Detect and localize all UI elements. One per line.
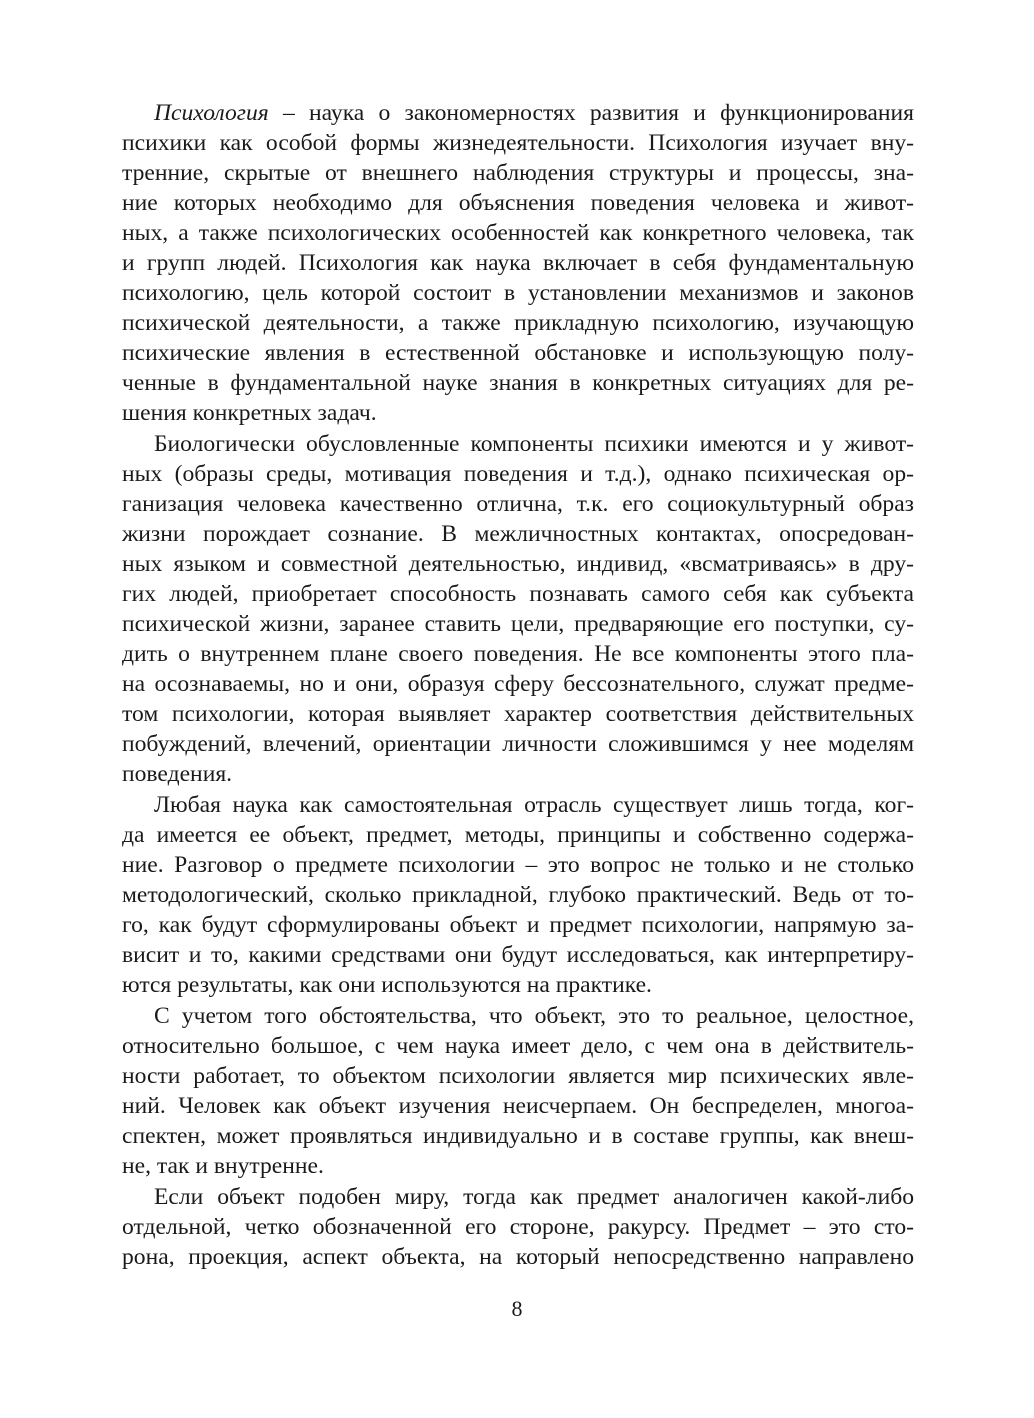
text-line: ности работает, то объектом психологии является мир психических явле- [122,1063,914,1089]
text-line: шения конкретных задач. [122,400,377,426]
text-line: ных (образы среды, мотивация поведения и т.д.), однако психическая ор- [122,461,914,487]
text-line: ных языком и совместной деятельностью, индивид, «всматриваясь» в дру- [122,551,914,577]
text-line: поведения. [122,761,233,787]
text-line: тренние, скрытые от внешнего наблюдения структуры и процессы, зна- [122,160,914,186]
text-line: ние которых необходимо для объяснения поведения человека и живот- [122,190,914,216]
text-line: побуждений, влечений, ориентации личности сложившимся у нее моделям [122,731,914,757]
text-line: не, так и внутренне. [122,1153,324,1179]
text-line: психической жизни, заранее ставить цели, предваряющие его поступки, су- [122,611,914,637]
text-line: го, как будут сформулированы объект и предмет психологии, напрямую за- [122,912,914,938]
paragraph-3 [122,790,914,1000]
text-line: ние. Разговор о предмете психологии – это вопрос не только и не столько [122,852,914,878]
text-line: психики как особой формы жизнедеятельности. Психология изучает вну- [122,130,914,156]
text-line: ченные в фундаментальной науке знания в конкретных ситуациях для ре- [122,370,914,396]
text-line: гих людей, приобретает способность познавать самого себя как субъекта [122,581,914,607]
text-line: методологический, сколько прикладной, глубоко практический. Ведь от то- [122,882,914,908]
page-body [122,98,914,1272]
text-line: да имеется ее объект, предмет, методы, принципы и собственно содержа- [122,822,914,848]
text-line: том психологии, которая выявляет характер соответствия действительных [122,701,914,727]
paragraph-5 [122,1182,914,1272]
text-line: рона, проекция, аспект объекта, на который непосредственно направлено [122,1244,914,1270]
text-line: психической деятельности, а также прикладную психологию, изучающую [122,310,914,336]
paragraph-1 [122,98,914,428]
text-line: Любая наука как самостоятельная отрасль существует лишь тогда, ког- [154,792,914,818]
text-line: на осознаваемы, но и они, образуя сферу бессознательного, служат предме- [122,671,914,697]
text-line: отдельной, четко обозначенной его стороне, ракурсу. Предмет – это сто- [122,1214,914,1240]
paragraph-4 [122,1001,914,1181]
text-line: Психология – наука о закономерностях развития и функционирования [154,100,914,126]
text-line: ний. Человек как объект изучения неисчерпаем. Он беспределен, многоа- [122,1093,914,1119]
text-line: спектен, может проявляться индивидуально и в составе группы, как внеш- [122,1123,914,1149]
text-line: Если объект подобен миру, тогда как предмет аналогичен какой-либо [154,1184,914,1210]
text-line: и групп людей. Психология как наука включает в себя фундаментальную [122,250,914,276]
text-line: висит и то, какими средствами они будут исследоваться, как интерпретиру- [122,942,914,968]
text-line: психические явления в естественной обстановке и использующую полу- [122,340,914,366]
text-line: дить о внутреннем плане своего поведения. Не все компоненты этого пла- [122,641,914,667]
text-line: жизни порождает сознание. В межличностных контактах, опосредован- [122,521,914,547]
paragraph-2 [122,429,914,789]
text-line: ганизация человека качественно отлична, т.к. его социокультурный образ [122,491,914,517]
term-psychology: Психология [154,100,269,126]
text-line: психологию, цель которой состоит в установлении механизмов и законов [122,280,914,306]
text-line: ных, а также психологических особенностей как конкретного человека, так [122,220,914,246]
text-line: ются результаты, как они используются на практике. [122,972,652,998]
text-line: относительно большое, с чем наука имеет дело, с чем она в действитель- [122,1033,914,1059]
page-number: 8 [511,1296,523,1321]
text-line: Биологически обусловленные компоненты психики имеются и у живот- [154,431,914,457]
text-line: С учетом того обстоятельства, что объект, это то реальное, целостное, [154,1003,914,1029]
